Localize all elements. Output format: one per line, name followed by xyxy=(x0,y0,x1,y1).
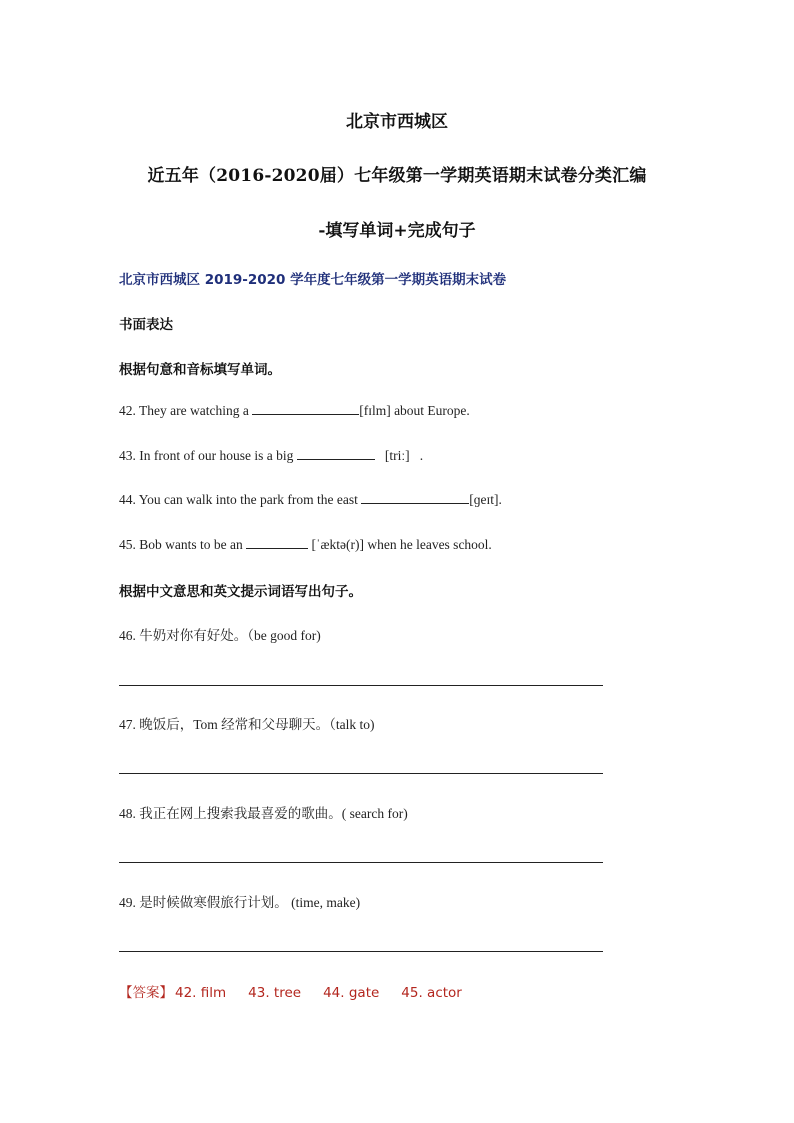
answer-blank[interactable] xyxy=(297,446,375,460)
answer-line[interactable] xyxy=(119,951,603,952)
question-text: 我正在网上搜索我最喜爱的歌曲。( search for) xyxy=(135,806,408,821)
question-49 xyxy=(119,891,360,911)
answer-item: 43. tree xyxy=(248,985,302,1001)
answer-line[interactable] xyxy=(119,685,603,686)
answer-label: 【答案】 xyxy=(119,985,173,1001)
question-text-after: [ˈæktə(r)] when he leaves school. xyxy=(308,537,492,552)
question-number: 42. xyxy=(119,403,136,418)
question-text-after: [triː] . xyxy=(374,448,424,463)
question-text-before: In front of our house is a big xyxy=(135,448,297,463)
question-text: 牛奶对你有好处。（be good for) xyxy=(135,628,321,643)
question-48 xyxy=(119,802,408,822)
question-number: 47. xyxy=(119,717,136,732)
answer-blank[interactable] xyxy=(252,401,359,415)
question-42 xyxy=(119,401,470,419)
answer-blank[interactable] xyxy=(361,490,469,504)
exam-title: 北京市西城区 2019-2020 学年度七年级第一学期英语期末试卷 xyxy=(119,272,507,288)
answer-line[interactable] xyxy=(119,862,603,863)
question-number: 46. xyxy=(119,628,136,643)
question-number: 48. xyxy=(119,806,136,821)
question-number: 49. xyxy=(119,895,136,910)
question-text-before: Bob wants to be an xyxy=(135,537,247,552)
question-45 xyxy=(119,535,492,553)
answer-item: 44. gate xyxy=(323,985,380,1001)
part1-instruction: 根据句意和音标填写单词。 xyxy=(119,362,281,378)
document-title-line2: 近五年（2016-2020届）七年级第一学期英语期末试卷分类汇编 xyxy=(147,166,647,186)
document-title-line3: -填写单词+完成句子 xyxy=(318,221,476,241)
question-number: 43. xyxy=(119,448,136,463)
document-title-line1: 北京市西城区 xyxy=(346,112,448,132)
question-47 xyxy=(119,713,375,733)
question-46 xyxy=(119,624,321,644)
section-heading: 书面表达 xyxy=(119,317,173,333)
question-text: 晚饭后，Tom 经常和父母聊天。（talk to) xyxy=(135,717,375,732)
question-text: 是时候做寒假旅行计划。 (time, make) xyxy=(135,895,361,910)
question-43 xyxy=(119,446,423,464)
answer-blank[interactable] xyxy=(246,535,308,549)
answer-line[interactable] xyxy=(119,773,603,774)
question-text-after: [fɪlm] about Europe. xyxy=(359,403,470,418)
question-44 xyxy=(119,490,502,508)
question-text-after: [ɡeɪt]. xyxy=(469,492,502,507)
part2-instruction: 根据中文意思和英文提示词语写出句子。 xyxy=(119,584,362,600)
answer-item: 45. actor xyxy=(401,985,462,1001)
answer-item: 42. film xyxy=(175,985,227,1001)
question-number: 44. xyxy=(119,492,136,507)
answer-key xyxy=(119,981,462,1001)
question-text-before: You can walk into the park from the east xyxy=(135,492,362,507)
question-text-before: They are watching a xyxy=(135,403,253,418)
question-number: 45. xyxy=(119,537,136,552)
